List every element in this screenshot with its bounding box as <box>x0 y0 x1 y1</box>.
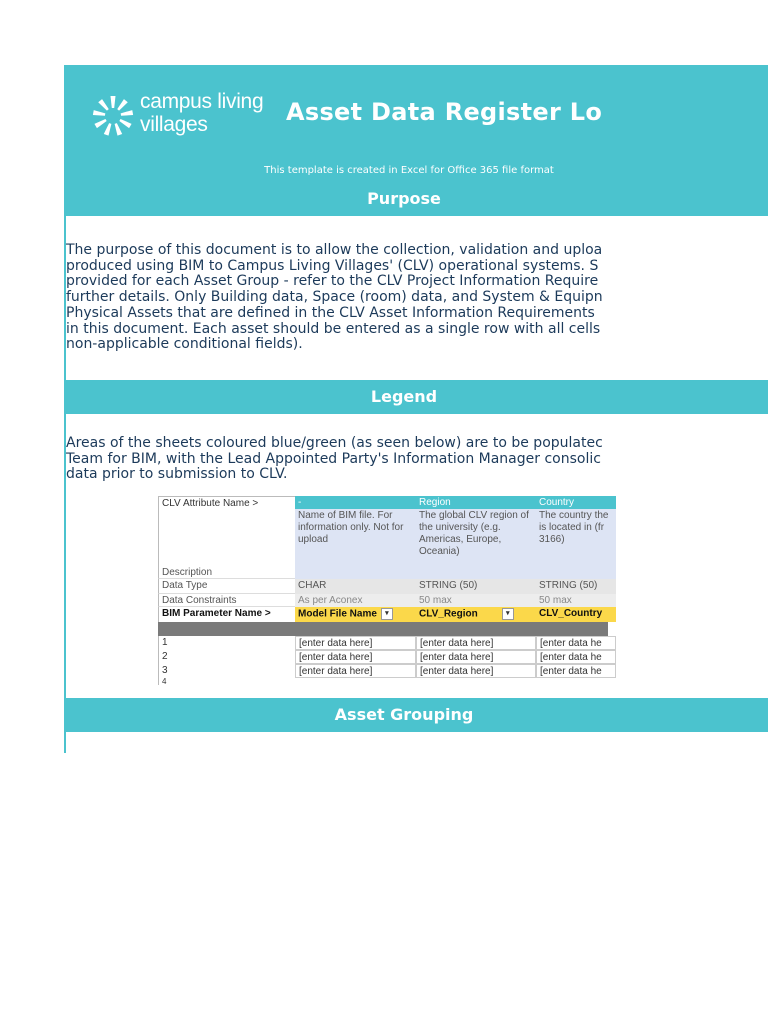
logo-line-2: villages <box>140 113 208 136</box>
purpose-paragraph <box>66 243 608 353</box>
input-cell[interactable]: [enter data here] <box>416 664 536 678</box>
section-header-purpose <box>64 182 768 216</box>
row-number: 4 <box>158 677 295 685</box>
input-cell[interactable]: [enter data he <box>536 664 616 678</box>
data-type-row <box>158 579 608 594</box>
legend-line: Team for BIM, with the Lead Appointed Party's Information Manager consolic <box>66 450 601 467</box>
constraints-cell: As per Aconex <box>295 594 416 607</box>
purpose-line: provided for each Asset Group - refer to the CLV Project Information Require <box>66 273 599 290</box>
attribute-cell: - <box>295 496 416 509</box>
attribute-row <box>158 496 608 509</box>
input-cell[interactable]: [enter data here] <box>416 636 536 650</box>
description-label-cell <box>158 509 295 579</box>
attribute-label: CLV Attribute Name > <box>158 496 295 509</box>
row-number: 1 <box>158 636 295 650</box>
bim-parameter-cell <box>536 607 616 622</box>
row-number: 2 <box>158 650 295 664</box>
filter-dropdown-icon[interactable]: ▾ <box>502 608 514 620</box>
purpose-line: produced using BIM to Campus Living Villages' (CLV) operational systems. S <box>66 257 599 274</box>
purpose-line: further details. Only Building data, Space (room) data, and System & Equipn <box>66 289 603 306</box>
legend-heading: Legend <box>370 387 438 406</box>
filter-dropdown-icon[interactable]: ▾ <box>381 608 393 620</box>
logo-line-1: campus living <box>140 90 264 113</box>
constraints-row <box>158 594 608 607</box>
constraints-label: Data Constraints <box>158 594 295 607</box>
input-cell[interactable]: [enter data here] <box>416 650 536 664</box>
attribute-cell: Country <box>536 496 616 509</box>
description-label: Description <box>162 567 213 578</box>
constraints-cell: 50 max <box>536 594 616 607</box>
legend-line: Areas of the sheets coloured blue/green (as seen below) are to be populatec <box>66 435 603 451</box>
bim-parameter-name: CLV_Country <box>539 608 603 619</box>
purpose-heading: Purpose <box>367 189 441 208</box>
page-title: Asset Data Register Lo <box>286 98 603 126</box>
bim-parameter-name: Model File Name <box>298 608 377 620</box>
input-cell[interactable]: [enter data here] <box>295 664 416 678</box>
separator-band <box>158 622 608 636</box>
header-subtitle: This template is created in Excel for Office 365 file format <box>264 165 554 176</box>
data-type-label: Data Type <box>158 579 295 594</box>
row-number: 3 <box>158 664 295 678</box>
data-type-cell: STRING (50) <box>416 579 536 594</box>
clv-logo <box>88 90 288 142</box>
bim-parameter-cell <box>416 607 536 622</box>
table-row <box>158 636 608 650</box>
input-cell[interactable]: [enter data he <box>536 636 616 650</box>
table-row <box>158 664 608 678</box>
data-type-cell: CHAR <box>295 579 416 594</box>
table-row-partial <box>158 677 608 685</box>
bim-parameter-label: BIM Parameter Name > <box>158 607 295 622</box>
logo-star-icon <box>90 93 136 139</box>
input-cell[interactable]: [enter data he <box>536 650 616 664</box>
description-cell: Name of BIM file. For information only. Not for upload <box>295 509 416 579</box>
input-cell[interactable]: [enter data here] <box>295 636 416 650</box>
input-cell[interactable]: [enter data here] <box>295 650 416 664</box>
logo-wordmark <box>140 90 263 136</box>
bim-parameter-name: CLV_Region <box>419 608 478 620</box>
bim-parameter-row <box>158 607 608 622</box>
purpose-line: Physical Assets that are defined in the CLV Asset Information Requirements <box>66 304 595 321</box>
legend-paragraph <box>66 436 608 483</box>
legend-sample-table <box>158 494 609 686</box>
description-row <box>158 509 608 579</box>
description-cell: The global CLV region of the university (e.g. Americas, Europe, Oceania) <box>416 509 536 579</box>
purpose-line: The purpose of this document is to allow the collection, validation and uploa <box>66 242 603 258</box>
purpose-line: non-applicable conditional fields). <box>66 336 303 353</box>
section-header-asset-grouping <box>64 698 768 732</box>
data-type-cell: STRING (50) <box>536 579 616 594</box>
bim-parameter-cell <box>295 607 416 622</box>
section-header-legend <box>64 380 768 414</box>
asset-grouping-heading: Asset Grouping <box>334 705 474 724</box>
purpose-line: in this document. Each asset should be entered as a single row with all cells <box>66 320 601 337</box>
description-cell: The country the is located in (fr 3166) <box>536 509 616 579</box>
table-row <box>158 650 608 664</box>
constraints-cell: 50 max <box>416 594 536 607</box>
legend-line: data prior to submission to CLV. <box>66 466 288 483</box>
attribute-cell: Region <box>416 496 536 509</box>
